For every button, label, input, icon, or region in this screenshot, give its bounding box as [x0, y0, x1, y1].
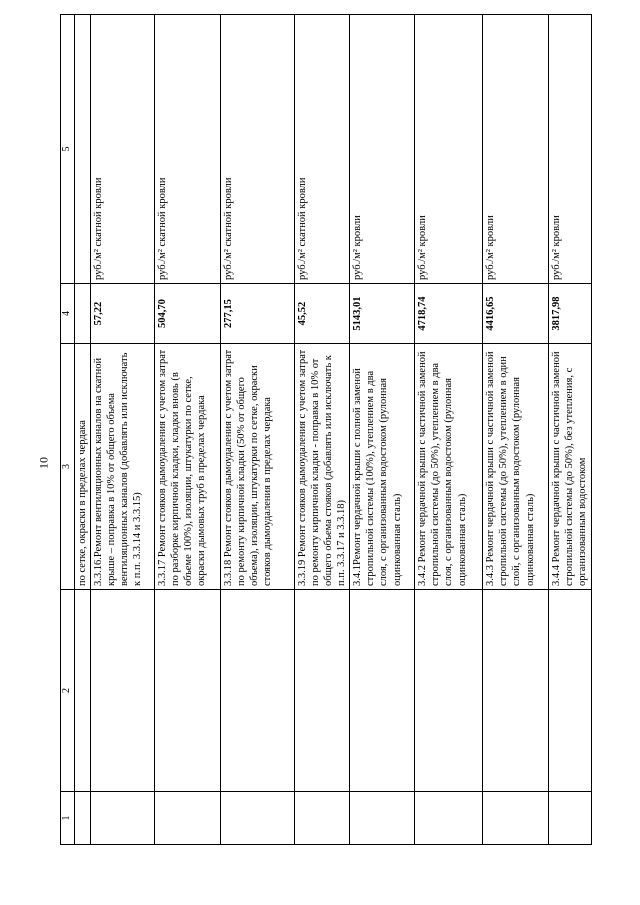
price-unit: руб./м² кровли [415, 15, 483, 284]
header-col-5: 5 [61, 15, 75, 284]
price-unit: руб./м² кровли [549, 15, 591, 284]
table-row [90, 15, 154, 845]
table-row [483, 15, 549, 845]
row-col-1 [74, 792, 90, 845]
table-row [294, 15, 350, 845]
price-unit: руб./м² скатной кровли [90, 15, 154, 284]
price-unit: руб./м² скатной кровли [294, 15, 350, 284]
price-value: 504,70 [154, 284, 220, 344]
rotated-table-wrapper [60, 40, 589, 845]
table-row [549, 15, 591, 845]
row-col-1 [294, 792, 350, 845]
price-unit: руб./м² кровли [350, 15, 415, 284]
price-unit: руб./м² кровли [483, 15, 549, 284]
row-col-1 [415, 792, 483, 845]
price-value: 5143,01 [350, 284, 415, 344]
price-value: 57,22 [90, 284, 154, 344]
work-description: 3.4.2 Ремонт чердачной крыши с частичной заменой стропильной системы (до 50%), утеплением в два слоя, с организованным водостоком (рулонная оцинкованная сталь) [415, 344, 483, 590]
price-value [74, 284, 90, 344]
row-col-1 [483, 792, 549, 845]
price-value: 4416,65 [483, 284, 549, 344]
row-col-2 [90, 590, 154, 792]
work-description: 3.3.18 Ремонт стояков дымоудаления с учетом затрат по ремонту кирпичной кладки (50% от общего объема), изоляции, штукатурки по сетке, окраски стояков дымоудаления в пределах чердака [220, 344, 294, 590]
price-value: 4718,74 [415, 284, 483, 344]
row-col-1 [549, 792, 591, 845]
page-number: 10 [36, 457, 51, 469]
work-description: по сетке, окраски в пределах чердака [74, 344, 90, 590]
table-row [220, 15, 294, 845]
row-col-2 [154, 590, 220, 792]
work-description: 3.4.3 Ремонт чердачной крыши с частичной заменой стропильной системы (до 50%), утеплением в один слой, с организованным водостоком (рулонная оцинкованная сталь) [483, 344, 549, 590]
price-unit: руб./м² скатной кровли [154, 15, 220, 284]
row-col-2 [350, 590, 415, 792]
header-col-4: 4 [61, 284, 75, 344]
price-value: 45,52 [294, 284, 350, 344]
table-row [415, 15, 483, 845]
row-col-2 [220, 590, 294, 792]
header-col-3: 3 [61, 344, 75, 590]
row-col-2 [549, 590, 591, 792]
header-col-2: 2 [61, 590, 75, 792]
row-col-1 [154, 792, 220, 845]
work-description: 3.3.17 Ремонт стояков дымоудаления с учетом затрат по разборке кирпичной кладки, кладки вновь (в объеме 100%), изоляции, штукатурки по сетке, окраски дымовых труб в пределах чердака [154, 344, 220, 590]
row-col-2 [294, 590, 350, 792]
table-row [154, 15, 220, 845]
row-col-1 [90, 792, 154, 845]
price-unit [74, 15, 90, 284]
row-col-1 [220, 792, 294, 845]
work-description: 3.4.1Ремонт чердачной крыши с полной заменой стропильной системы (100%), утеплением в два слоя, с организованным водостоком (рулонная оцинкованная сталь) [350, 344, 415, 590]
row-col-1 [350, 792, 415, 845]
work-description: 3.3.16.Ремонт вентиляционных каналов на скатной крыше – поправка в 10% от общего объема вентиляционных каналов (добавлять или исключать к п.п. 3.3.14 и 3.3.15) [90, 344, 154, 590]
table-header-row [61, 15, 75, 845]
price-value: 3817,98 [549, 284, 591, 344]
header-col-1: 1 [61, 792, 75, 845]
work-description: 3.4.4 Ремонт чердачной крыши с частичной заменой стропильной системы (до 50%), без утепления, с организованным водостоком [549, 344, 591, 590]
price-value: 277,15 [220, 284, 294, 344]
price-unit: руб./м² скатной кровли [220, 15, 294, 284]
row-col-2 [415, 590, 483, 792]
row-col-2 [483, 590, 549, 792]
rates-table [60, 14, 592, 845]
table-row [74, 15, 90, 845]
table-row [350, 15, 415, 845]
row-col-2 [74, 590, 90, 792]
work-description: 3.3.19 Ремонт стояков дымоудаления с учетом затрат по ремонту кирпичной кладки - поправка в 10% от общего объема стояков (добавлять или исключать к п.п. 3.3.17 и 3.3.18) [294, 344, 350, 590]
